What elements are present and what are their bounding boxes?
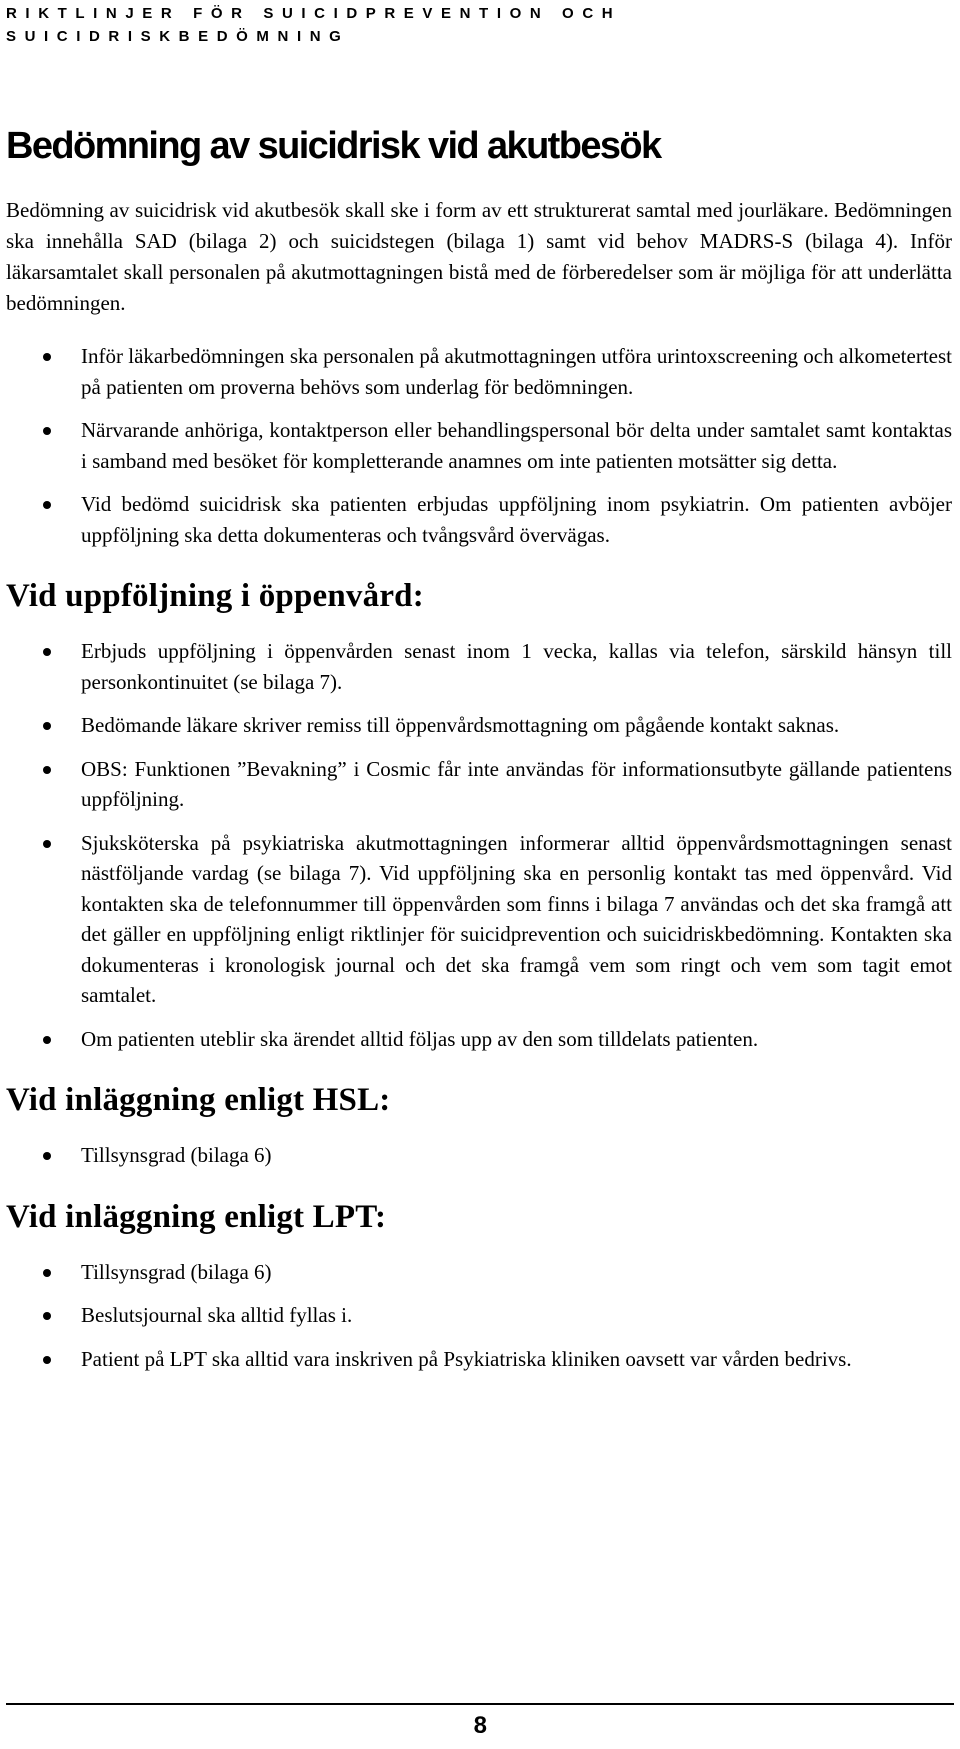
section-heading-oppenvard: Vid uppföljning i öppenvård: [6,578,424,614]
list-item-text: Patient på LPT ska alltid vara inskriven på Psykiatriska kliniken oavsett var vården bedrivs. [81,1346,852,1371]
list-item [6,828,952,1011]
bullet-icon [43,353,51,361]
oppenvard-bullet-list [6,636,952,1054]
list-item [6,1300,952,1331]
list-item [6,710,952,741]
bullet-icon [43,1269,51,1277]
list-item-text: Bedömande läkare skriver remiss till öppenvårdsmottagning om pågående kontakt saknas. [81,713,840,737]
footer-divider [6,1703,954,1705]
list-item-text: Närvarande anhöriga, kontaktperson eller behandlingspersonal bör delta under samtalet samt kontaktas i samband med besöket för kompletterande anamnes om inte patienten motsätter sig detta. [81,418,952,473]
hsl-bullet-list [6,1140,952,1171]
lpt-bullet-list [6,1257,952,1375]
list-item-text: OBS: Funktionen ”Bevakning” i Cosmic får inte användas för informationsutbyte gällande patientens uppföljning. [81,756,952,811]
intro-paragraph: Bedömning av suicidrisk vid akutbesök skall ske i form av ett strukturerat samtal med jourläkare. Bedömningen ska innehålla SAD (bilaga 2) och suicidstegen (bilaga 1) samt vid behov MADRS-S (bilaga 4). Inför läkarsamtalet skall personalen på akutmottagningen bistå med de förberedelser som är möjliga för att underlätta bedömningen. [6,198,952,315]
list-item-text: Om patienten uteblir ska ärendet alltid följas upp av den som tilldelats patienten. [81,1026,759,1051]
running-header-line-2: SUICIDRISKBEDÖMNING [6,28,350,45]
page-number: 8 [473,1712,487,1739]
list-item [6,489,952,550]
document-body [6,195,952,1387]
bullet-icon [43,766,51,774]
bullet-icon [43,648,51,656]
list-item [6,1257,952,1288]
bullet-icon [43,1152,51,1160]
list-item-text: Beslutsjournal ska alltid fyllas i. [81,1303,353,1327]
list-item [6,636,952,697]
bullet-icon [43,501,51,509]
list-item [6,415,952,476]
list-item [6,1344,952,1375]
list-item-text: Tillsynsgrad (bilaga 6) [81,1259,272,1284]
list-item [6,754,952,815]
list-item-text: Tillsynsgrad (bilaga 6) [81,1143,272,1167]
list-item-text: Erbjuds uppföljning i öppenvården senast inom 1 vecka, kallas via telefon, särskild hänsyn till personkontinuitet (se bilaga 7). [81,639,952,694]
list-item-text: Sjuksköterska på psykiatriska akutmottagningen informerar alltid öppenvårdsmottagningen senast nästföljande vardag (se bilaga 7). Vid uppföljning ska en personlig kontakt tas med öppenvård. Vid kontakten ska de telefonnummer till öppenvården som finns i bilaga 7 användas och det ska framgå att det gäller en uppföljning enligt riktlinjer för suicidprevention och suicidriskbedömning. Kontakten ska dokumenteras i kronologisk journal och det ska framgå vem som ringt och vem som tagit emot samtalet. [81,830,952,1007]
intro-bullet-list [6,341,952,550]
list-item [6,1140,952,1171]
list-item-text: Vid bedömd suicidrisk ska patienten erbjudas uppföljning inom psykiatrin. Om patienten avböjer uppföljning ska detta dokumenteras och tvångsvård övervägas. [81,492,952,547]
list-item [6,1024,952,1055]
bullet-icon [43,1036,51,1044]
section-heading-lpt: Vid inläggning enligt LPT: [6,1198,387,1235]
bullet-icon [43,722,51,730]
list-item-text: Inför läkarbedömningen ska personalen på akutmottagningen utföra urintoxscreening och alkometertest på patienten om proverna behövs som underlag för bedömningen. [81,344,952,399]
running-header [6,2,621,48]
bullet-icon [43,840,51,848]
list-item [6,341,952,402]
bullet-icon [43,1356,51,1364]
section-heading-hsl: Vid inläggning enligt HSL: [6,1082,391,1118]
document-page [6,0,954,1749]
bullet-icon [43,427,51,435]
running-header-line-1: RIKTLINJER FÖR SUICIDPREVENTION OCH [6,5,622,22]
page-title: Bedömning av suicidrisk vid akutbesök [6,125,661,167]
bullet-icon [43,1312,51,1320]
